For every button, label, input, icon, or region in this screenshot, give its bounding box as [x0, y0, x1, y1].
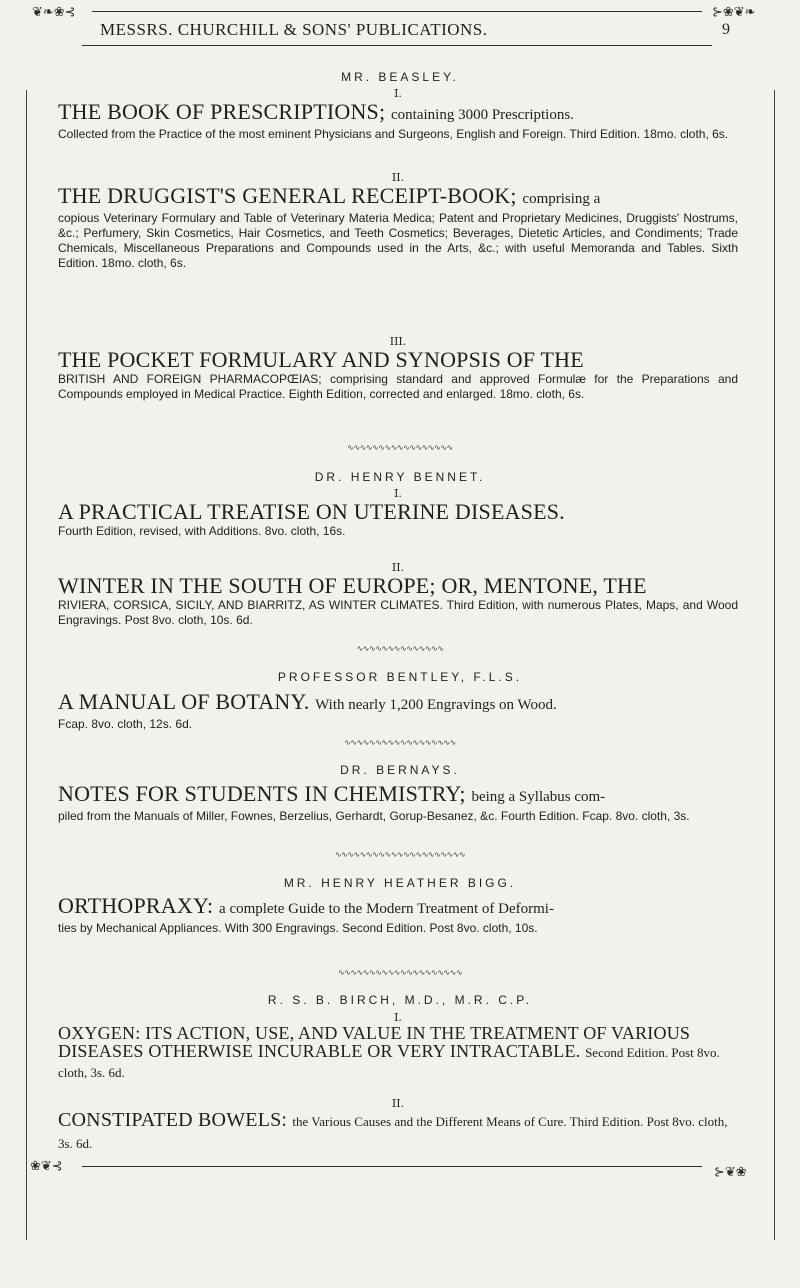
entry-number: I. [394, 1011, 402, 1024]
author-heading: DR. BERNAYS. [340, 763, 460, 777]
book-title [58, 782, 738, 809]
book-title [58, 690, 738, 717]
book-title-text: CONSTIPATED BOWELS: [58, 1109, 288, 1131]
book-title-text: WINTER IN THE SOUTH OF EUROPE; OR, MENTONE, THE [58, 573, 647, 598]
book-title [58, 348, 738, 372]
author-heading: DR. HENRY BENNET. [314, 470, 486, 484]
book-title [58, 1024, 738, 1082]
bottom-right-ornament: ⊱❦❀ [714, 1165, 747, 1180]
book-title-text: NOTES FOR STUDENTS IN CHEMISTRY; [58, 781, 466, 806]
book-description: BRITISH AND FOREIGN PHARMACOPŒIAS; comprising standard and approved Formulæ for the Preparations and Compounds employed in Medical Practice. Eighth Edition, corrected and enlarged. 18mo. cloth, 6s. [58, 372, 738, 401]
book-title-desc: being a Syllabus com- [471, 789, 606, 805]
book-title-text: THE DRUGGIST'S GENERAL RECEIPT-BOOK; [58, 183, 517, 208]
running-header [100, 20, 730, 40]
book-description: RIVIERA, CORSICA, SICILY, AND BIARRITZ, AS WINTER CLIMATES. Third Edition, with numerous Plates, Maps, and Wood Engravings. Post 8vo. cloth, 10s. 6d. [58, 598, 738, 627]
book-title-desc: Second Edition. Post 8vo. cloth, 3s. 6d. [58, 1045, 720, 1080]
wave-divider: ∿∿∿∿∿∿∿∿∿∿∿∿∿∿∿∿∿ [347, 443, 453, 452]
book-entry [58, 562, 738, 628]
book-description: Fourth Edition, revised, with Additions. 8vo. cloth, 16s. [58, 524, 346, 538]
wave-divider: ∿∿∿∿∿∿∿∿∿∿∿∿∿∿∿∿∿∿∿∿ [337, 968, 463, 977]
bottom-rule [82, 1166, 702, 1167]
running-header-title: MESSRS. CHURCHILL & SONS' PUBLICATIONS. [100, 20, 488, 39]
right-side-rule [774, 90, 775, 1240]
header-underline [82, 45, 712, 46]
entry-number: III. [389, 335, 407, 348]
book-title [58, 574, 738, 598]
book-entry [58, 1012, 738, 1082]
book-title-text: A MANUAL OF BOTANY. [58, 689, 310, 714]
book-entry [58, 88, 738, 142]
author-heading: PROFESSOR BENTLEY, F.L.S. [277, 670, 523, 684]
book-title-text: ORTHOPRAXY: [58, 893, 214, 918]
wave-divider: ∿∿∿∿∿∿∿∿∿∿∿∿∿∿∿∿∿∿∿∿∿ [334, 850, 466, 859]
book-title-text: THE BOOK OF PRESCRIPTIONS; [58, 99, 386, 124]
book-entry [58, 336, 738, 402]
book-title [58, 1110, 738, 1154]
book-title [58, 184, 738, 211]
book-entry [58, 894, 738, 936]
book-title [58, 500, 738, 524]
author-heading: MR. BEASLEY. [341, 70, 459, 84]
book-title-desc: a complete Guide to the Modern Treatment of Deformi- [219, 901, 554, 917]
author-heading: R. S. B. BIRCH, M.D., M.R. C.P. [267, 993, 533, 1007]
book-title-text: THE POCKET FORMULARY AND SYNOPSIS OF THE [58, 347, 584, 372]
book-title-desc: comprising a [522, 191, 601, 207]
book-title [58, 894, 738, 921]
book-entry [58, 1098, 738, 1154]
book-description: Collected from the Practice of the most eminent Physicians and Surgeons, English and Foreign. Third Edition. 18mo. cloth, 6s. [58, 127, 729, 141]
wave-divider: ∿∿∿∿∿∿∿∿∿∿∿∿∿∿∿∿∿∿ [344, 738, 456, 747]
book-entry [58, 690, 738, 732]
top-left-ornament: ❦❧❀⊰ [32, 5, 76, 20]
book-title [58, 100, 738, 127]
book-description: copious Veterinary Formulary and Table of Veterinary Materia Medica; Patent and Proprietary Medicines, Druggists' Nostrums, &c.; Perfumery, Skin Cosmetics, Hair Cosmetics, and Teeth Cosmetics; Beverages, Dietetic Articles, and Condiments; Trade Chemicals, Miscellaneous Preparations and Compounds used in the Arts, &c.; with useful Memoranda and Tables. Sixth Edition. 18mo. cloth, 6s. [58, 211, 738, 270]
book-title-text: A PRACTICAL TREATISE ON UTERINE DISEASES. [58, 499, 565, 524]
top-right-ornament: ⊱❀❦❧ [712, 5, 756, 20]
book-entry [58, 172, 738, 271]
left-side-rule [26, 90, 27, 1240]
entry-number: I. [394, 487, 402, 500]
book-description: ties by Mechanical Appliances. With 300 Engravings. Second Edition. Post 8vo. cloth, 10s. [58, 921, 538, 935]
entry-number: II. [391, 171, 405, 184]
top-rule [92, 11, 702, 12]
bottom-left-ornament: ❀❦⊰ [30, 1159, 63, 1174]
book-title-desc: containing 3000 Prescriptions. [391, 107, 574, 123]
book-entry [58, 488, 738, 539]
entry-number: II. [391, 1097, 405, 1110]
book-title-desc: the Various Causes and the Different Means of Cure. Third Edition. Post 8vo. cloth, 3s. 6d. [58, 1114, 728, 1151]
book-page [22, 0, 778, 1288]
author-heading: MR. HENRY HEATHER BIGG. [283, 876, 517, 890]
entry-number: I. [394, 87, 402, 100]
entry-number: II. [391, 561, 405, 574]
book-entry [58, 782, 738, 824]
book-title-desc: With nearly 1,200 Engravings on Wood. [315, 697, 557, 713]
book-description: piled from the Manuals of Miller, Fownes, Berzelius, Gerhardt, Gorup-Besanez, &c. Fourth Edition. Fcap. 8vo. cloth, 3s. [58, 809, 690, 823]
book-title-text: OXYGEN: ITS ACTION, USE, AND VALUE IN THE TREATMENT OF VARIOUS DISEASES OTHERWISE INCURABLE OR VERY INTRACTABLE. [58, 1023, 691, 1061]
wave-divider: ∿∿∿∿∿∿∿∿∿∿∿∿∿∿ [356, 644, 444, 653]
book-description: Fcap. 8vo. cloth, 12s. 6d. [58, 717, 193, 731]
page-number: 9 [722, 21, 730, 38]
